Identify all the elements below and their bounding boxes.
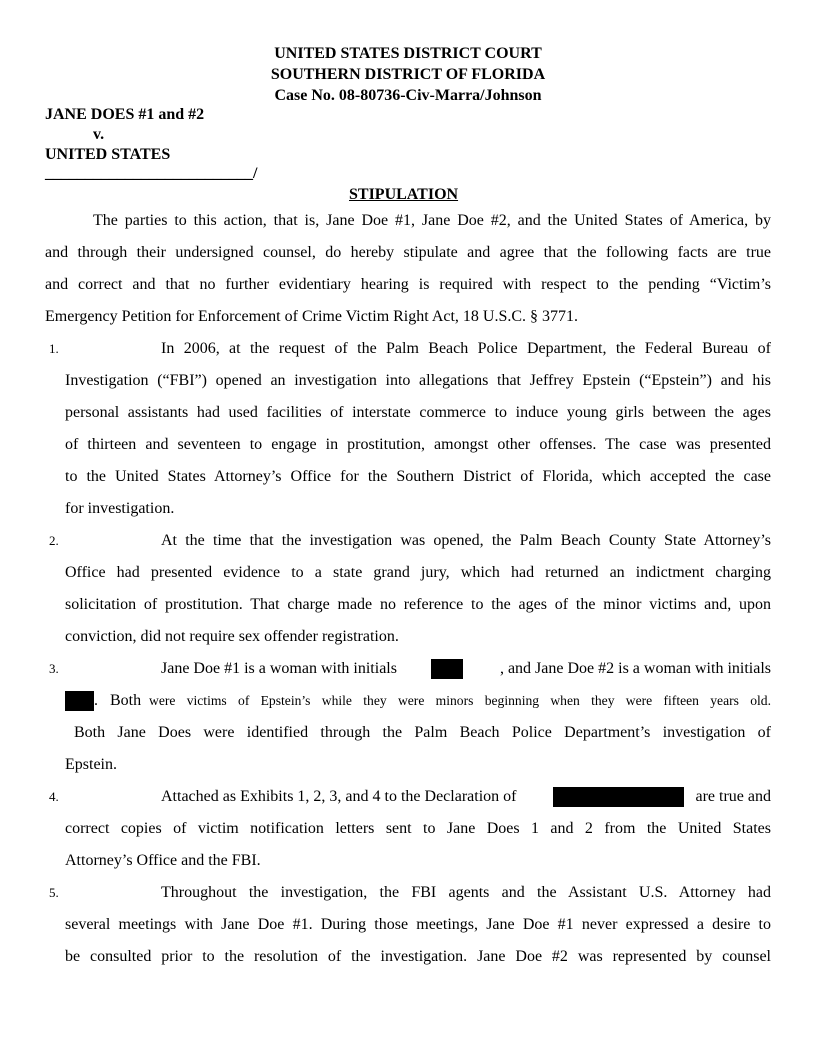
item-3-line-2c: were victims of Epstein’s while they were minors beginning when they were fifteen years old.: [149, 693, 771, 708]
intro-line-1: The parties to this action, that is, Jane Doe #1, Jane Doe #2, and the United States of America, by: [93, 212, 771, 229]
item-5-line: be consulted prior to the resolution of the investigation. Jane Doe #2 was represented by counsel: [65, 948, 771, 965]
item-5-line: Throughout the investigation, the FBI agents and the Assistant U.S. Attorney had: [161, 884, 771, 901]
item-1-number: 1.: [49, 341, 59, 356]
item-1-line: of thirteen and seventeen to engage in prostitution, amongst other offenses. The case was presented: [65, 436, 771, 453]
item-5-line: several meetings with Jane Doe #1. During those meetings, Jane Doe #1 never expressed a desire to: [65, 916, 771, 933]
item-3-number: 3.: [49, 661, 59, 676]
item-5-number: 5.: [49, 885, 59, 900]
redaction-block: [553, 787, 684, 807]
item-1-line: to the United States Attorney’s Office for the Southern District of Florida, which accepted the case: [65, 468, 771, 485]
item-3-line-3: Both Jane Does were identified through the Palm Beach Police Department’s investigation of: [74, 724, 771, 741]
item-2-line: solicitation of prostitution. That charge made no reference to the ages of the minor victims and, upon: [65, 596, 771, 613]
item-3-line-1a: Jane Doe #1 is a woman with initials: [161, 660, 397, 677]
item-1-line: Investigation (“FBI”) opened an investigation into allegations that Jeffrey Epstein (“Epstein”) and his: [65, 372, 771, 389]
item-4-line-2: correct copies of victim notification letters sent to Jane Does 1 and 2 from the United States: [65, 820, 771, 837]
item-3-line-1b: , and Jane Doe #2 is a woman with initials: [499, 660, 771, 677]
redaction-block: [431, 659, 463, 679]
item-4-line-1a: Attached as Exhibits 1, 2, 3, and 4 to the Declaration of: [161, 788, 517, 805]
item-2-line: Office had presented evidence to a state grand jury, which had returned an indictment charging: [65, 564, 771, 581]
item-2-number: 2.: [49, 533, 59, 548]
item-4-line-3: Attorney’s Office and the FBI.: [65, 852, 261, 869]
redaction-block: [65, 691, 94, 711]
caption-plaintiffs: JANE DOES #1 and #2: [45, 106, 205, 123]
caption-rule: __________________________/: [45, 165, 258, 182]
item-3-line-4: Epstein.: [65, 756, 117, 773]
caption-versus: v.: [93, 126, 105, 143]
district-name: SOUTHERN DISTRICT OF FLORIDA: [270, 66, 546, 83]
item-1-line: In 2006, at the request of the Palm Beach Police Department, the Federal Bureau of: [161, 340, 771, 357]
intro-line-3: and correct and that no further evidentiary hearing is required with respect to the pending “Victim’s: [45, 276, 771, 293]
intro-line-2: and through their undersigned counsel, do hereby stipulate and agree that the following facts are true: [45, 244, 771, 261]
document-title: STIPULATION: [349, 186, 459, 203]
caption-defendant: UNITED STATES: [45, 146, 171, 163]
court-name: UNITED STATES DISTRICT COURT: [274, 45, 542, 62]
item-3-line-2b: Both: [110, 692, 142, 709]
item-3-line-2a: .: [94, 692, 98, 709]
intro-line-4: Emergency Petition for Enforcement of Crime Victim Right Act, 18 U.S.C. § 3771.: [45, 308, 579, 325]
item-1-line: personal assistants had used facilities of interstate commerce to induce young girls between the ages: [65, 404, 771, 421]
case-number: Case No. 08-80736-Civ-Marra/Johnson: [274, 87, 542, 104]
item-4-line-1b: are true and: [695, 788, 771, 805]
item-2-line: conviction, did not require sex offender registration.: [65, 628, 399, 645]
item-2-line: At the time that the investigation was opened, the Palm Beach County State Attorney’s: [161, 532, 771, 549]
item-4-number: 4.: [49, 789, 59, 804]
item-1-line: for investigation.: [65, 500, 175, 517]
